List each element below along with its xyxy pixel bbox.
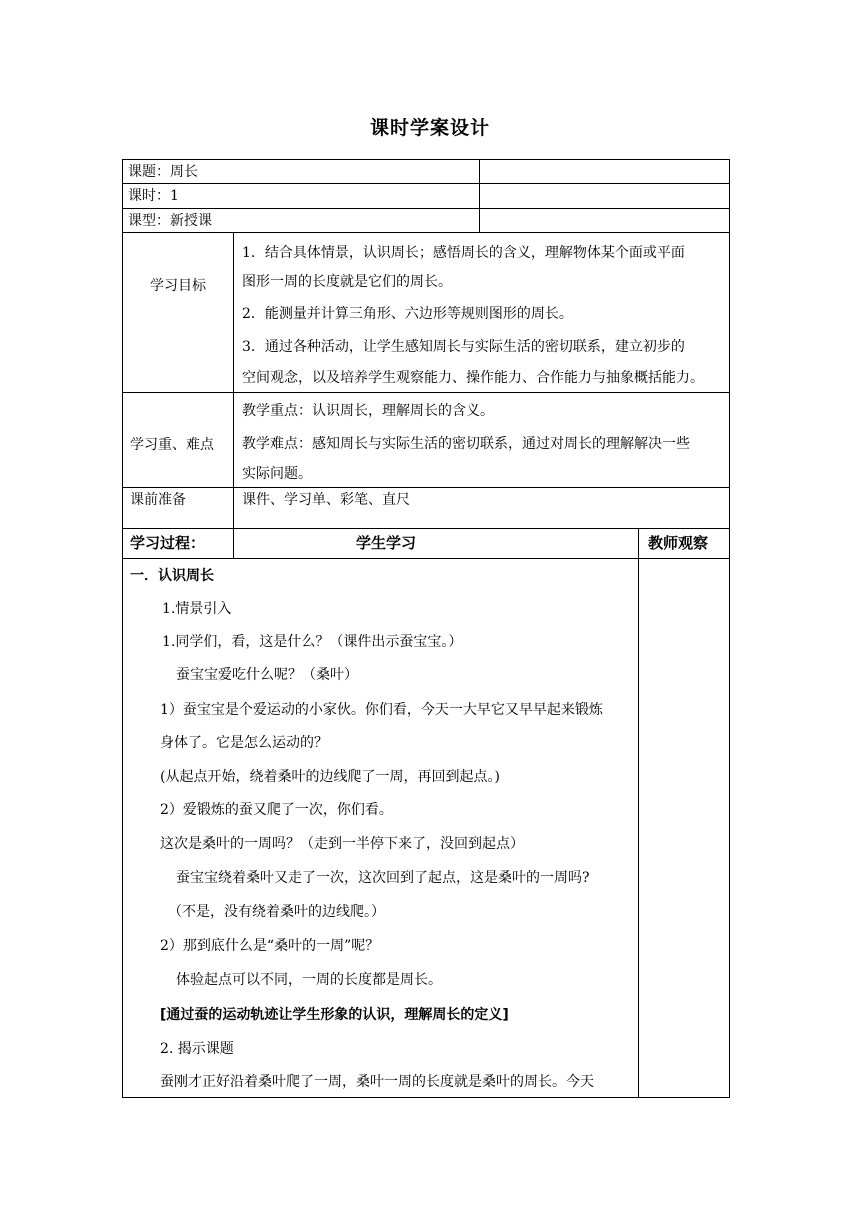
keypoint-line: 教学难点：感知周长与实际生活的密切联系，通过对周长的理解解决一些: [242, 436, 690, 452]
prep-label: 课前准备: [130, 492, 186, 508]
design-note: [通过蚕的运动轨迹让学生形象的认识，理解周长的定义]: [160, 1007, 509, 1023]
objective-line: 空间观念，以及培养学生观察能力、操作能力、合作能力与抽象概括能力。: [242, 370, 704, 386]
row-divider: [122, 232, 730, 233]
type-cell: 课型：新授课: [128, 213, 212, 229]
content-line: 蚕宝宝绕着桑叶又走了一次，这次回到了起点，这是桑叶的一周吗?: [176, 870, 590, 886]
content-line: 1.情景引入: [162, 601, 232, 617]
section-heading: 一．认识周长: [130, 568, 214, 584]
content-line: 体验起点可以不同，一周的长度都是周长。: [176, 972, 442, 988]
period-cell: 课时：1: [128, 188, 179, 204]
content-line: (从起点开始，绕着桑叶的边线爬了一周，再回到起点。): [160, 769, 500, 785]
row-divider: [122, 183, 730, 184]
col-divider: [233, 232, 234, 558]
prep-text: 课件、学习单、彩笔、直尺: [242, 492, 410, 508]
content-line: 蚕宝宝爱吃什么呢？（桑叶）: [176, 667, 358, 683]
content-line: 2. 揭示课题: [160, 1041, 234, 1057]
content-line: 1）蚕宝宝是个爱运动的小家伙。你们看，今天一大早它又早早起来锻炼: [160, 702, 603, 718]
student-learning-header: 学生学习: [356, 534, 417, 552]
row-divider: [122, 392, 730, 393]
objective-line: 图形一周的长度就是它们的周长。: [242, 274, 452, 290]
content-line: 身体了。它是怎么运动的？: [160, 735, 328, 751]
keypoint-line: 实际问题。: [242, 466, 312, 482]
content-line: 1.同学们，看，这是什么？（课件出示蚕宝宝。）: [162, 634, 463, 650]
content-line: 2）爱锻炼的蚕又爬了一次，你们看。: [160, 802, 393, 818]
content-line: （不是，没有绕着桑叶的边线爬。）: [168, 904, 385, 920]
keypoint-line: 教学重点：认识周长，理解周长的含义。: [242, 403, 494, 419]
objectives-label: 学习目标: [150, 278, 206, 294]
teacher-observation-header: 教师观察: [648, 534, 709, 552]
col-divider: [638, 528, 639, 1098]
keypoints-label: 学习重、难点: [130, 437, 214, 453]
row-divider: [122, 487, 730, 488]
page-title: 课时学案设计: [369, 117, 490, 139]
process-label: 学习过程：: [130, 534, 206, 552]
row-divider: [122, 208, 730, 209]
objective-line: 3．通过各种活动，让学生感知周长与实际生活的密切联系，建立初步的: [242, 339, 685, 355]
col-divider: [479, 159, 480, 233]
objective-line: 2．能测量并计算三角形、六边形等规则图形的周长。: [242, 306, 573, 322]
content-line: 2）那到底什么是“桑叶的一周”呢？: [160, 938, 380, 954]
topic-cell: 课题：周长: [128, 164, 198, 180]
content-line: 这次是桑叶的一周吗？（走到一半停下来了，没回到起点）: [160, 836, 524, 852]
objective-line: 1．结合具体情景，认识周长；感悟周长的含义，理解物体某个面或平面: [242, 245, 685, 261]
content-line: 蚕刚才正好沿着桑叶爬了一周，桑叶一周的长度就是桑叶的周长。今天: [160, 1074, 594, 1090]
